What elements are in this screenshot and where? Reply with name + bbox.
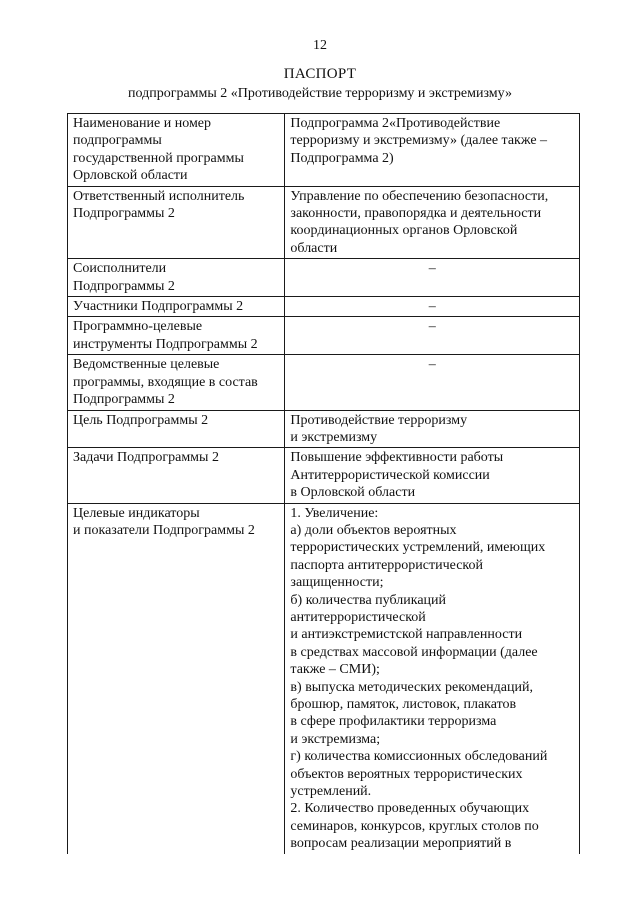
row-value-cell: [285, 186, 580, 259]
row-value-line: также – СМИ);: [290, 662, 380, 678]
row-label-cell: [68, 410, 285, 448]
row-label-line: Ответственный исполнитель: [73, 188, 245, 204]
row-label-cell: [68, 186, 285, 259]
row-value-line: и экстремизму: [290, 429, 378, 445]
row-value-line: б) количества публикаций: [290, 592, 447, 608]
row-value-line: устремлений.: [290, 784, 372, 800]
row-value-line: –: [428, 261, 436, 277]
row-value-line: терроризму и экстремизму» (далее также –: [290, 133, 548, 149]
row-label-cell: [68, 317, 285, 355]
row-label-line: Подпрограммы 2: [73, 392, 175, 408]
row-label-line: Ведомственные целевые: [73, 357, 220, 373]
row-value-line: г) количества комиссионных обследований: [290, 749, 548, 765]
row-label-cell: [68, 297, 285, 317]
row-value-line: Управление по обеспечению безопасности,: [290, 188, 549, 204]
row-value-line: объектов вероятных террористических: [290, 766, 523, 782]
passport-table: [67, 113, 580, 854]
row-label-line: программы, входящие в состав: [73, 374, 258, 390]
row-value-line: брошюр, памяток, листовок, плакатов: [290, 697, 517, 712]
table-row: [68, 186, 580, 259]
row-label-line: Наименование и номер: [73, 116, 212, 131]
row-label-line: инструменты Подпрограммы 2: [73, 336, 258, 352]
row-value-cell: [285, 503, 580, 854]
row-label-cell: [68, 503, 285, 854]
table-row: [68, 410, 580, 448]
row-value-line: Антитеррористической комиссии: [290, 467, 490, 483]
row-label-line: Участники Подпрограммы 2: [73, 299, 244, 315]
row-label-line: и показатели Подпрограммы 2: [73, 522, 255, 538]
row-label-line: Цель Подпрограммы 2: [73, 412, 209, 428]
row-value-line: в сфере профилактики терроризма: [290, 714, 497, 730]
row-label-cell: [68, 448, 285, 503]
row-value-line: –: [428, 299, 436, 315]
page-number: 12: [313, 38, 327, 53]
row-value-line: Подпрограмма 2): [290, 150, 394, 166]
row-value-line: вопросам реализации мероприятий в: [290, 836, 512, 852]
row-value-line: в средствах массовой информации (далее: [290, 644, 538, 660]
row-value-line: области: [290, 240, 338, 256]
row-value-line: –: [428, 357, 436, 373]
row-label-line: подпрограммы: [73, 133, 162, 149]
row-value-cell: [285, 114, 580, 187]
row-value-line: и экстремизма;: [290, 731, 381, 747]
row-value-cell: [285, 317, 580, 355]
row-value-line: координационных органов Орловской: [290, 223, 518, 239]
document-title: ПАСПОРТ: [283, 66, 357, 82]
table-row: [68, 317, 580, 355]
row-value-cell: [285, 355, 580, 410]
table-row: [68, 448, 580, 503]
passport-table-body: [68, 114, 580, 854]
row-label-line: Подпрограммы 2: [73, 278, 175, 294]
row-value-cell: [285, 448, 580, 503]
row-label-line: Орловской области: [73, 168, 188, 184]
row-label-line: Подпрограммы 2: [73, 206, 175, 222]
table-row: [68, 297, 580, 317]
table-row: [68, 503, 580, 854]
row-value-line: 2. Количество проведенных обучающих: [290, 801, 530, 817]
table-row: [68, 114, 580, 187]
row-value-cell: [285, 297, 580, 317]
document-subtitle: подпрограммы 2 «Противодействие терроризму и экстремизму»: [128, 86, 512, 101]
row-label-line: Программно-целевые: [73, 319, 203, 335]
row-value-line: семинаров, конкурсов, круглых столов по: [290, 818, 539, 834]
table-row: [68, 259, 580, 297]
row-label-line: государственной программы: [73, 150, 244, 166]
row-value-line: а) доли объектов вероятных: [290, 522, 457, 538]
row-label-line: Целевые индикаторы: [73, 505, 200, 521]
row-value-line: Повышение эффективности работы: [290, 450, 504, 466]
row-value-line: защищенности;: [290, 575, 384, 591]
row-value-cell: [285, 259, 580, 297]
row-value-line: законности, правопорядка и деятельности: [290, 206, 542, 222]
row-value-line: 1. Увеличение:: [290, 505, 379, 521]
row-value-line: и антиэкстремистской направленности: [290, 627, 523, 643]
row-label-cell: [68, 114, 285, 187]
row-label-line: Соисполнители: [73, 261, 167, 277]
row-value-line: антитеррористической: [290, 609, 426, 625]
row-value-line: в) выпуска методических рекомендаций,: [290, 679, 533, 695]
row-value-line: паспорта антитеррористической: [290, 557, 484, 573]
row-value-cell: [285, 410, 580, 448]
row-value-line: в Орловской области: [290, 485, 416, 501]
row-label-line: Задачи Подпрограммы 2: [73, 450, 219, 466]
row-label-cell: [68, 259, 285, 297]
row-value-line: Подпрограмма 2«Противодействие: [290, 116, 501, 131]
table-row: [68, 355, 580, 410]
row-label-cell: [68, 355, 285, 410]
row-value-line: террористических устремлений, имеющих: [290, 540, 546, 556]
row-value-line: –: [428, 319, 436, 335]
row-value-line: Противодействие терроризму: [290, 412, 468, 428]
